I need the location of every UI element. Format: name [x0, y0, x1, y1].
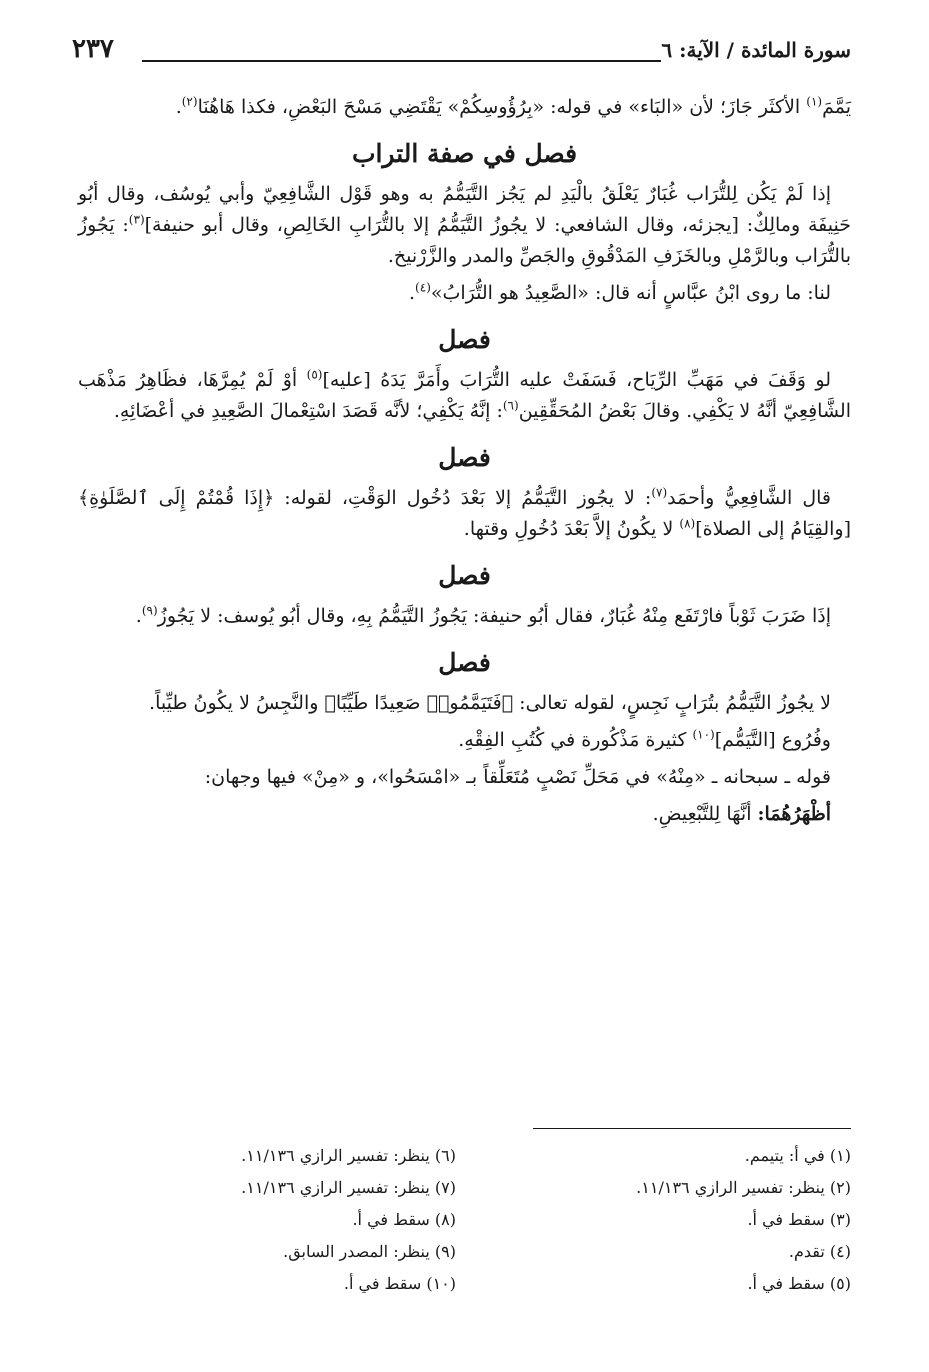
paragraph	[78, 278, 851, 309]
running-header	[72, 34, 851, 70]
footnote: (٦) ينظر: تفسير الرازي ١١/١٣٦.	[241, 1146, 456, 1165]
paragraph	[78, 365, 851, 427]
footnotes-column-left	[76, 1140, 456, 1300]
footnote: (٤) تقدم.	[788, 1242, 851, 1261]
text-run: .	[135, 605, 142, 627]
section-heading: فصل	[438, 561, 491, 590]
footnote-ref: (٢)	[181, 94, 198, 109]
text-run: : إنَّهُ يَكْفِي؛ لأنَّه قَصَدَ اسْتِعْمالَ الصَّعِيدِ في أعْضَائِهِ.	[113, 400, 503, 422]
footnote-ref: (١٠)	[692, 727, 715, 742]
text-run: لو وَقَفَ في مَهَبِّ الرِّيَاح، فَسَفَتْ عليه التُّرَابَ وأَمَرَّ يَدَهُ [عليه]	[322, 369, 831, 391]
text-run: يَمَّمَ	[822, 96, 851, 118]
footnote: (٥) سقط في أ.	[747, 1274, 851, 1293]
footnote: (٣) سقط في أ.	[747, 1210, 851, 1229]
section-heading: فصل	[438, 648, 491, 677]
footnote: (٧) ينظر: تفسير الرازي ١١/١٣٦.	[241, 1178, 456, 1197]
section-heading: فصل	[438, 325, 491, 354]
paragraph	[78, 799, 851, 830]
paragraph-continuation	[78, 92, 851, 123]
text-run: .	[175, 96, 182, 118]
footnote-ref: (٧)	[651, 485, 668, 500]
footnote-ref: (٩)	[141, 603, 158, 618]
footnote: (١٠) سقط في أ.	[343, 1274, 456, 1293]
text-run: وفُرُوع [التَّيَمُّم]	[714, 729, 831, 751]
header-rule	[142, 60, 661, 62]
text-run: : لا يجُوز التَّيَمُّمُ إلا بَعْدَ دُخُول الوَقْتِ، لقوله: ﴿إِذَا قُمْتُمْ إِلَى ٱلصَّلَوٰةِ﴾ [والقِيَامُ إلى الصلاة]	[78, 487, 851, 540]
footnotes-column-right	[471, 1140, 851, 1300]
text-run: : يَجُوزُ بالتُّرَاب وبالرَّمْلِ وبالخَزَفِ المَدْقُوقِ والجَصِّ والمدر والزَّرْنيخ.	[78, 214, 851, 267]
text-run: أنَّهَا لِلتَّبْعِيضِ.	[652, 803, 758, 825]
footnote-ref: (٥)	[306, 367, 323, 382]
footnote-ref: (٨)	[679, 516, 696, 531]
text-run: الأكثَر جَازَ؛ لأن «البَاء» في قوله: «بِرُؤُوسِكُمْ» يَقْتَضِي مَسْحَ البَعْضِ، فكذا هَاهُنَا	[197, 96, 807, 118]
text-run: لنا: ما روى ابْنُ عبَّاسٍ أنه قال: «الصَّعِيدُ هو التُّرَابُ»	[430, 282, 831, 304]
text-run: لا يكُونُ إلاَّ بَعْدَ دُخُولِ وقتها.	[463, 518, 680, 540]
paragraph	[78, 601, 851, 632]
paragraph: قوله ـ سبحانه ـ «مِنْهُ» في مَحَلِّ نَصْبٍ مُتَعَلِّقاً بـ «امْسَحُوا»، و «مِنْ» فيها وجهان:	[204, 766, 831, 788]
footnote-ref: (١)	[806, 94, 823, 109]
section-heading: فصل في صفة التراب	[351, 139, 578, 168]
paragraph	[78, 725, 851, 756]
footnote: (١) في أ: يتيمم.	[744, 1146, 851, 1165]
text-run: كثيرة مَذْكُورة في كُتُبِ الفِقْهِ.	[458, 729, 693, 751]
surah-title: سورة المائدة / الآية: ٦	[661, 38, 851, 62]
footnote: (٩) ينظر: المصدر السابق.	[283, 1242, 456, 1261]
footnote-ref: (٣)	[128, 212, 145, 227]
text-run: .	[409, 282, 416, 304]
footnote: (٢) ينظر: تفسير الرازي ١١/١٣٦.	[636, 1178, 851, 1197]
text-run: إذَا ضَرَبَ ثَوْباً فارْتَفَع مِنْهُ غُبَارٌ، فقال أبُو حنيفة: يَجُوزُ التَّيَمُّمُ بِهِ، وقال أبُو يُوسف: لا يَجُوزُ	[157, 605, 831, 627]
footnote-ref: (٦)	[502, 398, 519, 413]
bold-term: أظْهَرُهُمَا:	[757, 803, 831, 825]
footnote-separator	[533, 1128, 851, 1129]
page-number: ٢٣٧	[72, 34, 114, 64]
section-heading: فصل	[438, 443, 491, 472]
paragraph	[78, 179, 851, 272]
text-run: أوْ لَمْ يُمِرَّهَا، فظَاهِرُ مَذْهَب الشَّافِعِيّ أنَّهُ لا يَكْفِي. وقالَ بَعْضُ المُحَقِّقِين	[78, 369, 851, 422]
text-run: إذا لَمْ يَكُن لِلتُّرَاب غُبَارٌ يَعْلَقُ بالْيَدِ لم يَجُز التَّيَمُّمُ به وهو قَوْل الشَّافِعِيّ وأبي يُوسُف، وقال أبُو حَنِيفَة ومالِكٌ: [يجزئه، وقال الشافعي: لا يجُوزُ التَّيَمُّمُ إلا بالتُّرَابِ الخَالِصِ، وقال أبو حنيفة]	[78, 183, 852, 236]
paragraph: لا يجُوزُ التَّيَمُّمُ بتُرَابٍ نَجِسٍ، لقوله تعالى: ﴿فَتَيَمَّمُوا۟ صَعِيدًا طَيِّبًا﴾ والنَّجِسُ لا يكُونُ طيِّباً.	[149, 692, 831, 714]
text-run: قال الشَّافِعِيُّ وأحمَد	[667, 487, 831, 509]
footnote: (٨) سقط في أ.	[352, 1210, 456, 1229]
main-text	[78, 92, 851, 836]
footnote-ref: (٤)	[415, 280, 431, 295]
paragraph	[78, 483, 851, 545]
